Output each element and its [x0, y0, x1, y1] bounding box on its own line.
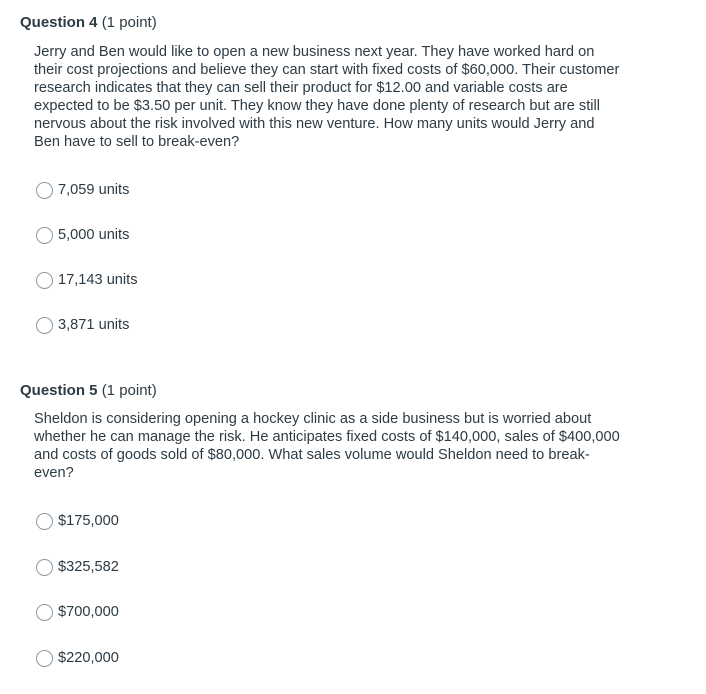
option-label: $325,582 [58, 559, 119, 575]
radio-button[interactable] [36, 227, 53, 244]
question-5-options [36, 511, 119, 668]
radio-button[interactable] [36, 559, 53, 576]
question-4-option-1[interactable] [36, 180, 138, 200]
question-4-option-4[interactable] [36, 315, 138, 335]
question-5-text: Sheldon is considering opening a hockey clinic as a side business but is worried about whether he can manage the risk. He anticipates fixed costs of $140,000, sales of $400,000 and costs of goods sold of $80,000. What sales volume would Sheldon need to break-even? [34, 411, 620, 481]
question-4-title: Question 4 [20, 14, 98, 31]
option-label: 7,059 units [58, 182, 130, 198]
radio-button[interactable] [36, 604, 53, 621]
radio-button[interactable] [36, 317, 53, 334]
question-4-header [20, 13, 157, 33]
question-4-options [36, 180, 138, 335]
option-label: $175,000 [58, 513, 119, 529]
radio-button[interactable] [36, 513, 53, 530]
question-4-option-3[interactable] [36, 270, 138, 290]
question-4-text: Jerry and Ben would like to open a new business next year. They have worked hard on their cost projections and believe they can start with fixed costs of $60,000. Their customer research indicates that they can sell their product for $12.00 and variable costs are expected to be $3.50 per unit. They know they have done plenty of research but are still nervous about the risk involved with this new venture. How many units would Jerry and Ben have to sell to break-even? [34, 44, 620, 150]
radio-button[interactable] [36, 650, 53, 667]
option-label: $700,000 [58, 604, 119, 620]
option-label: 5,000 units [58, 227, 130, 243]
option-label: 3,871 units [58, 317, 130, 333]
question-5-points: (1 point) [101, 382, 157, 399]
question-4-points: (1 point) [101, 14, 157, 31]
question-5-title: Question 5 [20, 382, 98, 399]
radio-button[interactable] [36, 182, 53, 199]
question-5-option-2[interactable] [36, 557, 119, 577]
question-4-option-2[interactable] [36, 225, 138, 245]
question-5-option-1[interactable] [36, 511, 119, 531]
option-label: 17,143 units [58, 272, 138, 288]
question-5-option-4[interactable] [36, 648, 119, 668]
radio-button[interactable] [36, 272, 53, 289]
question-5-header [20, 381, 157, 401]
option-label: $220,000 [58, 650, 119, 666]
question-5-option-3[interactable] [36, 602, 119, 622]
